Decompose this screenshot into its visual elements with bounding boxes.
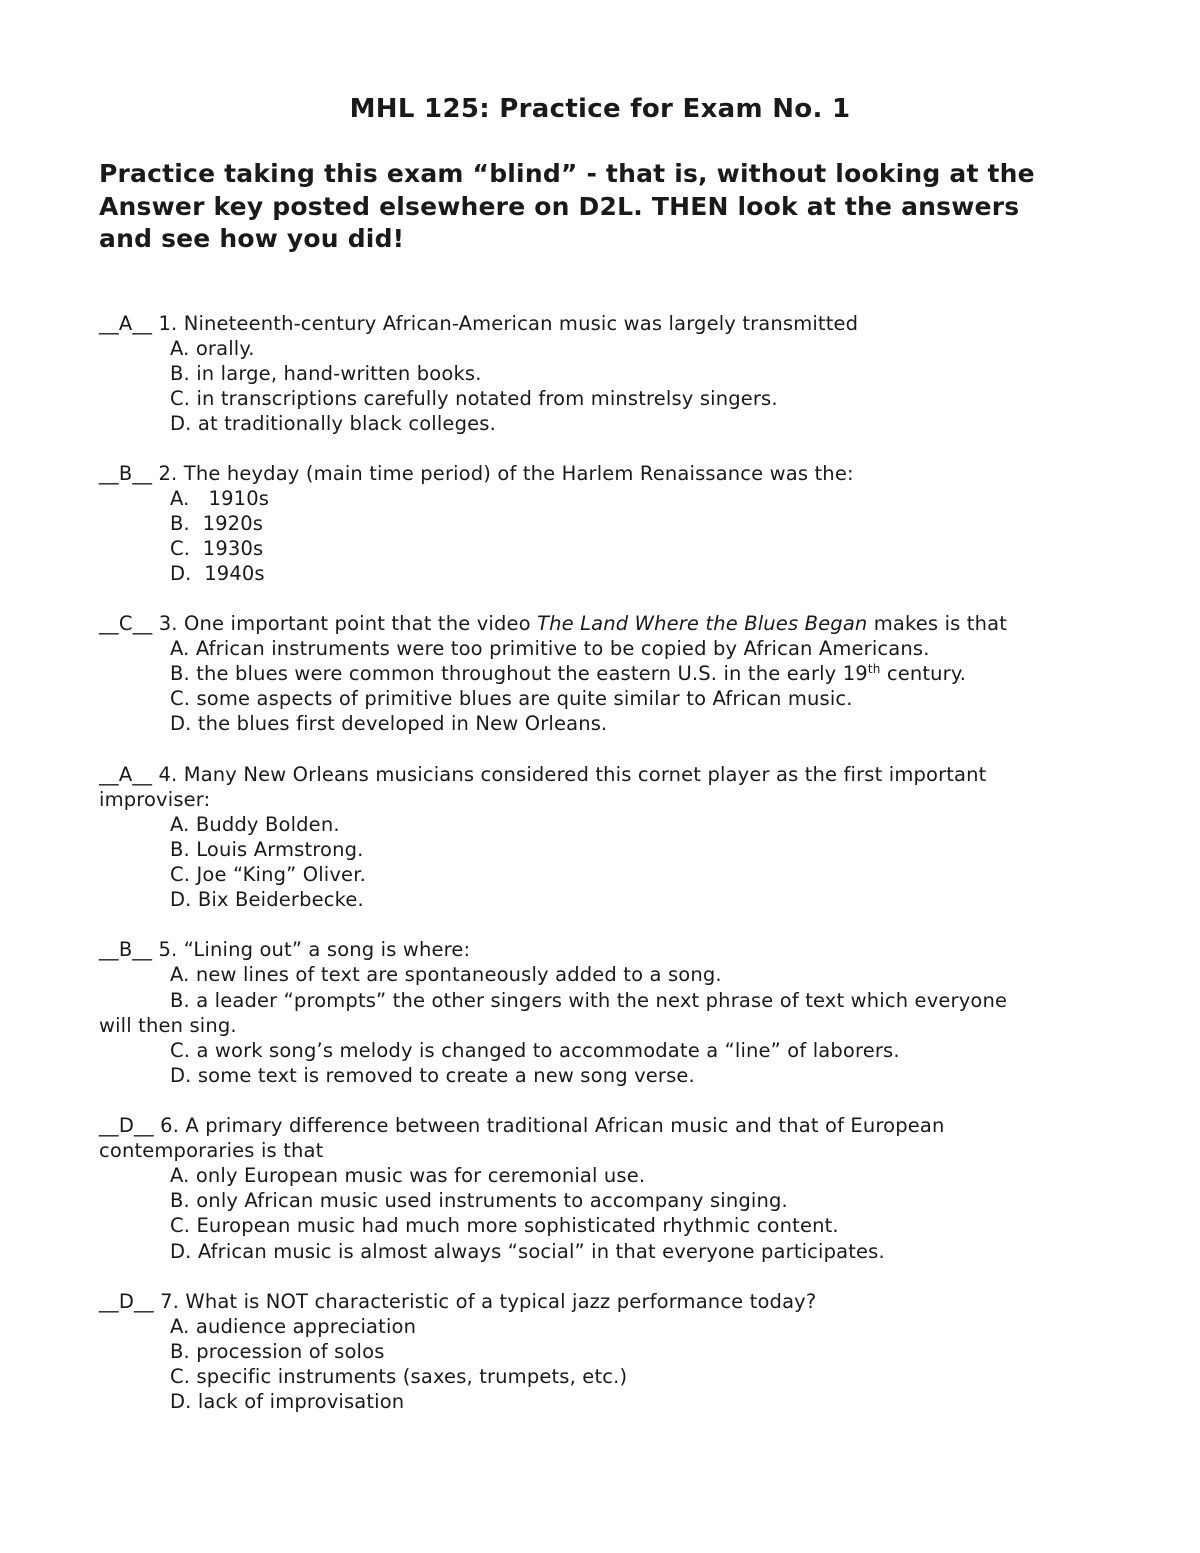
- question-text: 5. “Lining out” a song is where:: [158, 938, 471, 961]
- question-1-option-b: B. in large, hand-written books.: [170, 362, 482, 385]
- question-text: 4. Many New Orleans musicians considered this cornet player as the first important: [158, 763, 987, 786]
- question-5-stem: [99, 937, 470, 962]
- question-7-option-a: A. audience appreciation: [170, 1315, 417, 1338]
- question-6-option-c: C. European music had much more sophisticated rhythmic content.: [170, 1214, 839, 1237]
- question-4-option-c: C. Joe “King” Oliver.: [170, 863, 366, 886]
- question-2-option-d: D. 1940s: [170, 562, 265, 585]
- question-7-stem: [99, 1289, 816, 1314]
- question-3-option-d: D. the blues first developed in New Orleans.: [170, 712, 608, 735]
- question-7-option-d: D. lack of improvisation: [170, 1390, 405, 1413]
- question-3-option-b: [170, 661, 966, 686]
- question-1-option-d: D. at traditionally black colleges.: [170, 412, 496, 435]
- question-4-option-a: A. Buddy Bolden.: [170, 813, 340, 836]
- answer-blank: __ C __: [99, 612, 159, 635]
- question-6-option-d: D. African music is almost always “social” in that everyone participates.: [170, 1240, 885, 1263]
- question-6-option-a: A. only European music was for ceremonial use.: [170, 1164, 646, 1187]
- question-4-option-d: D. Bix Beiderbecke.: [170, 888, 364, 911]
- question-1-option-a: A. orally.: [170, 337, 255, 360]
- question-5-option-c: C. a work song’s melody is changed to accommodate a “line” of laborers.: [170, 1039, 900, 1062]
- question-5-option-a: A. new lines of text are spontaneously added to a song.: [170, 963, 722, 986]
- question-3-option-a: A. African instruments were too primitive to be copied by African Americans.: [170, 637, 930, 660]
- answer-blank: __ A __: [99, 763, 158, 786]
- question-3-option-c: C. some aspects of primitive blues are quite similar to African music.: [170, 687, 853, 710]
- instructions-text: Practice taking this exam “blind” - that is, without looking at the Answer key posted elsewhere on D2L. THEN look at the answers and see how you did!: [99, 159, 1035, 253]
- question-text: 1. Nineteenth-century African-American music was largely transmitted: [158, 312, 859, 335]
- question-6-option-b: B. only African music used instruments to accompany singing.: [170, 1189, 788, 1212]
- page-title: MHL 125: Practice for Exam No. 1: [349, 94, 851, 124]
- question-7-option-b: B. procession of solos: [170, 1340, 385, 1363]
- question-text: 2. The heyday (main time period) of the Harlem Renaissance was the:: [158, 462, 854, 485]
- question-2-stem: [99, 461, 854, 486]
- answer-blank: __ D __: [99, 1290, 160, 1313]
- question-2-option-c: C. 1930s: [170, 537, 264, 560]
- question-1-option-c: C. in transcriptions carefully notated from minstrelsy singers.: [170, 387, 778, 410]
- answer-blank: __ B __: [99, 462, 159, 485]
- answer-blank: __ A __: [99, 312, 158, 335]
- option-text-end: century.: [880, 662, 967, 685]
- question-4-stem-continued: improviser:: [99, 788, 211, 811]
- question-5-option-b-continued: will then sing.: [99, 1014, 237, 1037]
- ordinal-suffix: th: [867, 662, 881, 676]
- question-text: 3. One important point that the video: [158, 612, 538, 635]
- question-6-stem-continued: contemporaries is that: [99, 1139, 324, 1162]
- question-3-stem: [99, 611, 1007, 636]
- question-2-option-b: B. 1920s: [170, 512, 264, 535]
- answer-blank: __ D __: [99, 1114, 160, 1137]
- question-4-stem: [99, 762, 986, 787]
- question-text-end: makes is that: [867, 612, 1008, 635]
- question-4-option-b: B. Louis Armstrong.: [170, 838, 364, 861]
- video-title: The Land Where the Blues Began: [537, 612, 868, 635]
- question-1-stem: [99, 311, 858, 336]
- answer-blank: __ B __: [99, 938, 159, 961]
- question-7-option-c: C. specific instruments (saxes, trumpets, etc.): [170, 1365, 628, 1388]
- question-6-stem: [99, 1113, 945, 1138]
- question-2-option-a: A. 1910s: [170, 487, 270, 510]
- question-5-option-d: D. some text is removed to create a new song verse.: [170, 1064, 695, 1087]
- question-5-option-b: B. a leader “prompts” the other singers with the next phrase of text which everyone: [170, 989, 1008, 1012]
- option-text: B. the blues were common throughout the eastern U.S. in the early 19: [170, 662, 868, 685]
- question-text: 7. What is NOT characteristic of a typical jazz performance today?: [160, 1290, 817, 1313]
- question-text: 6. A primary difference between traditional African music and that of European: [160, 1114, 945, 1137]
